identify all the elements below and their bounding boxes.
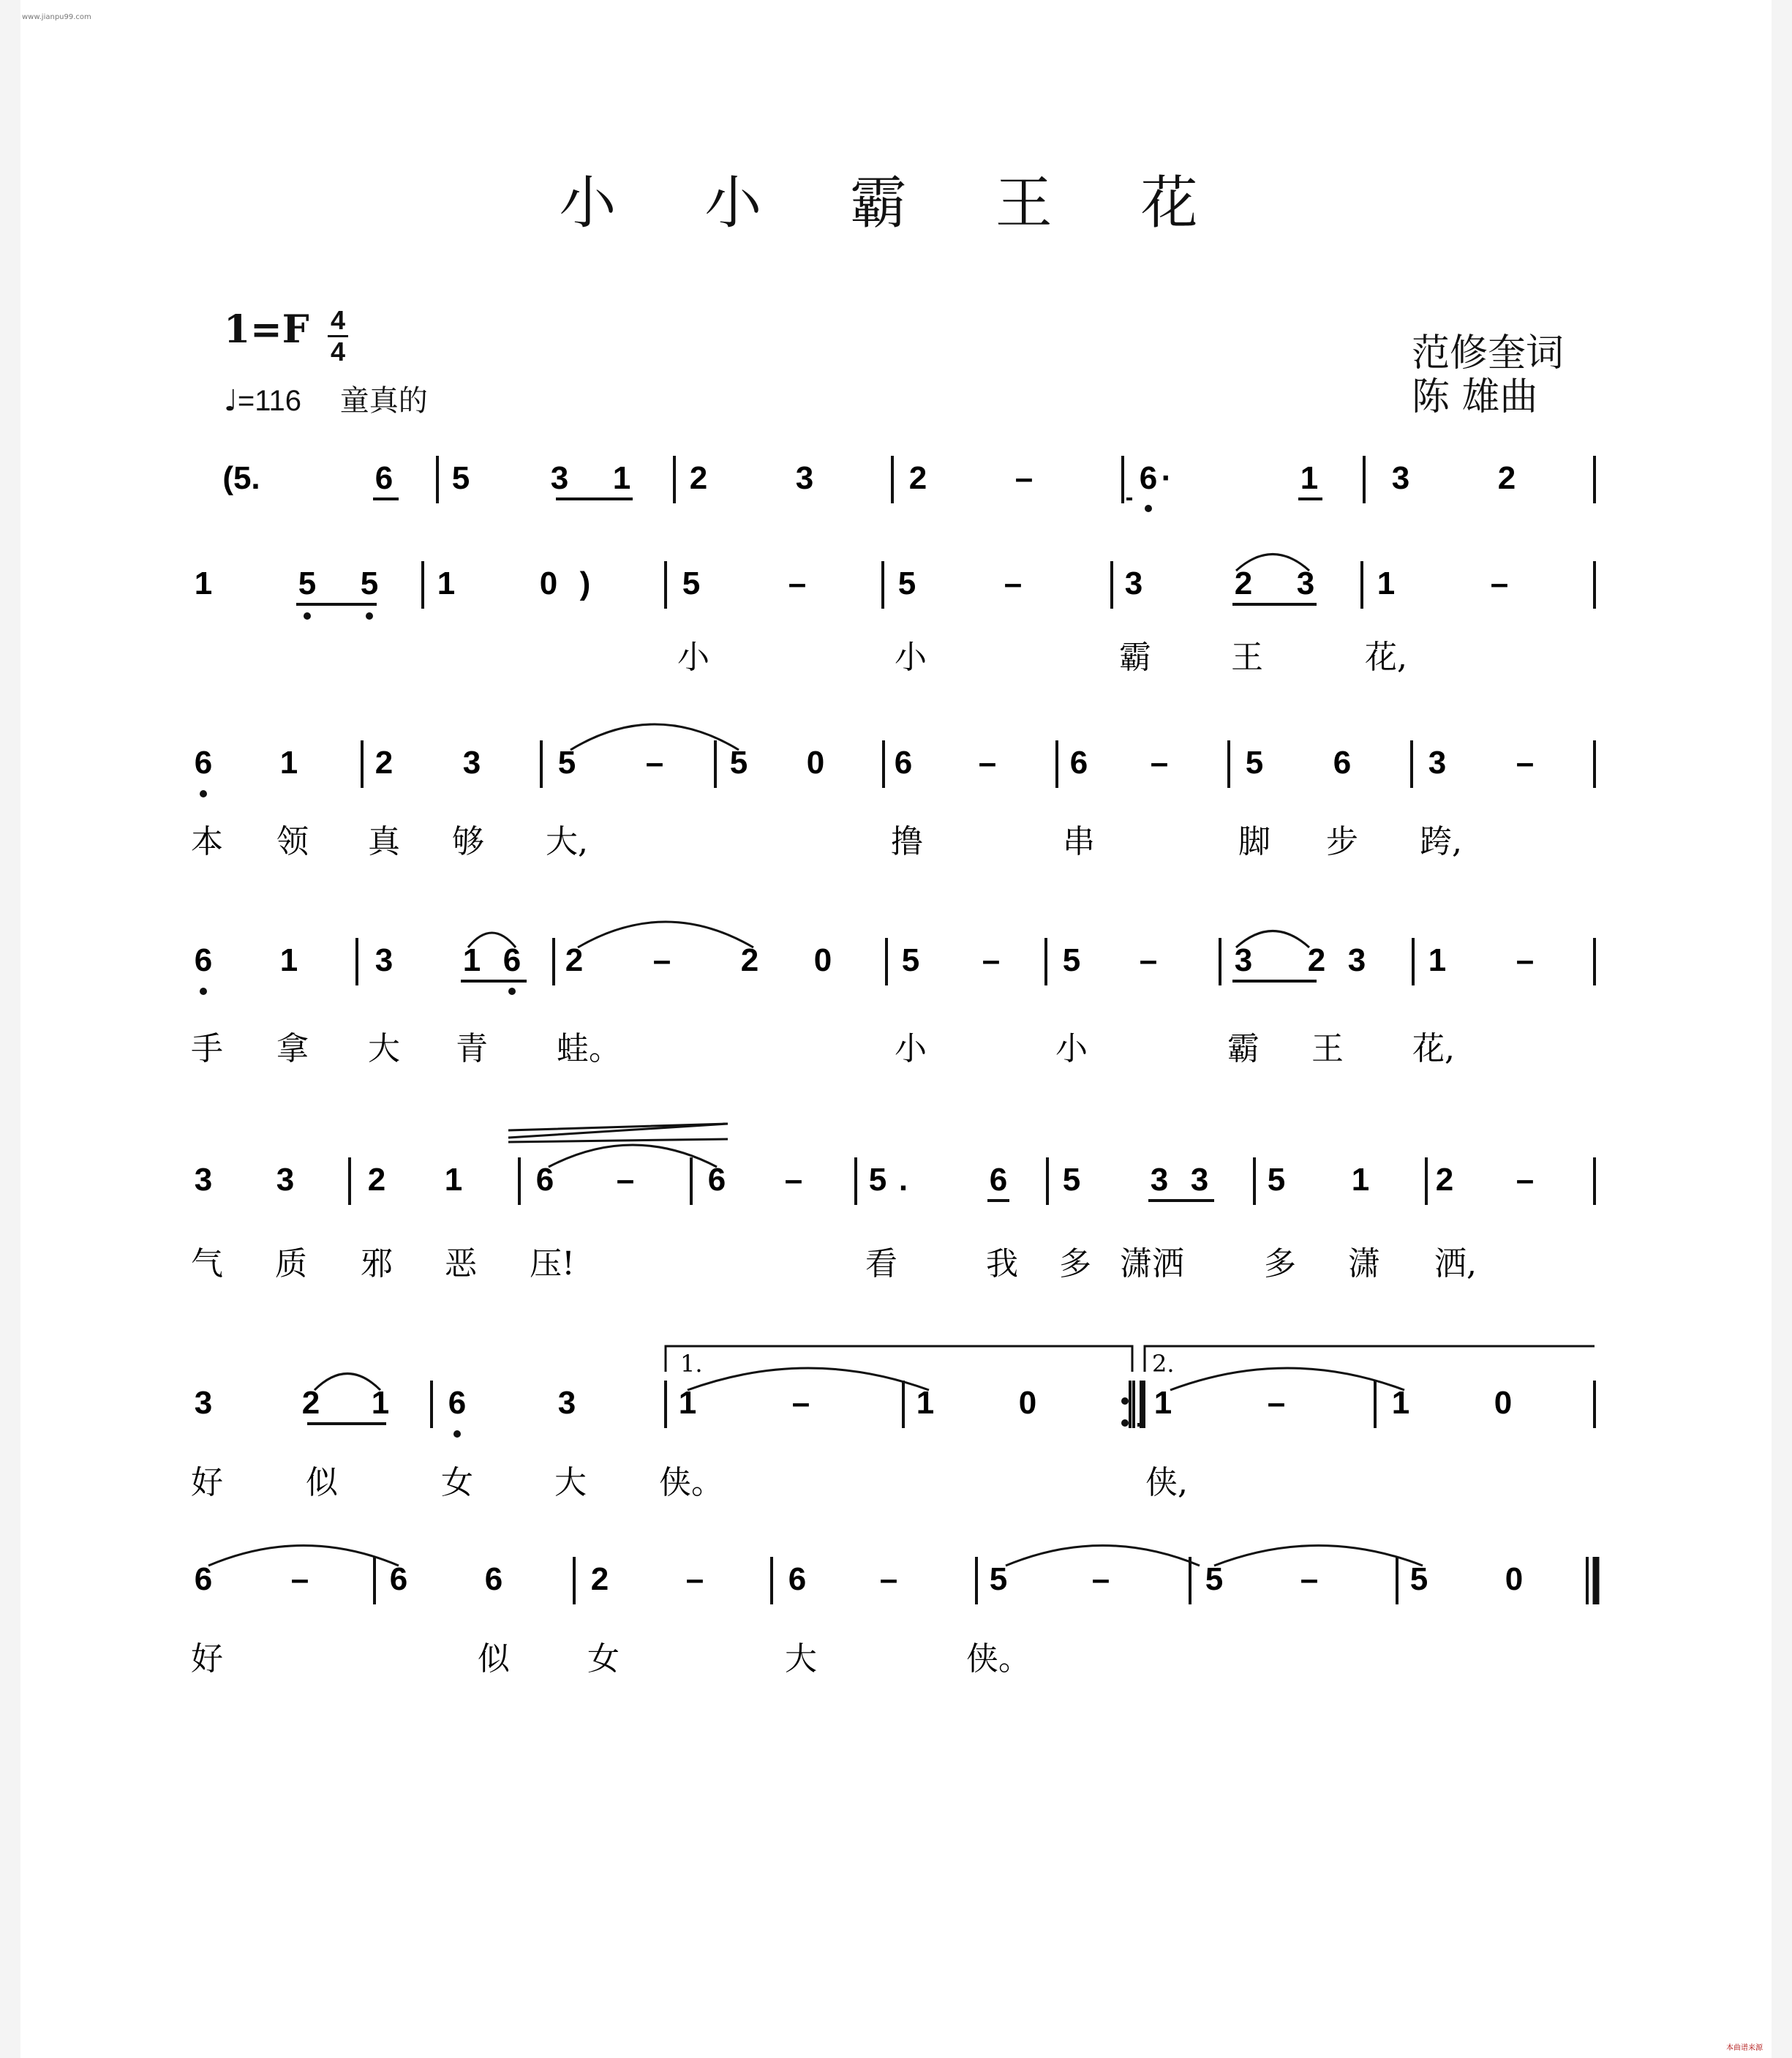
jianpu-note: 3: [795, 460, 814, 496]
lyric-char: 小: [1055, 1030, 1088, 1067]
jianpu-note: 1: [1351, 1162, 1370, 1198]
lyric-char: 小: [677, 639, 709, 676]
jianpu-note: 1: [194, 566, 213, 601]
jianpu-note: 5: [897, 566, 916, 601]
lyric-char: 潇: [1348, 1245, 1380, 1283]
key-signature: 1=F: [224, 307, 309, 352]
lyric-char: 看: [865, 1245, 897, 1283]
lyric-char: 恶: [445, 1245, 477, 1283]
jianpu-note: 0: [1018, 1385, 1037, 1421]
jianpu-note: 6: [535, 1162, 554, 1198]
jianpu-note: –: [1490, 566, 1509, 601]
lyric-char: 青: [456, 1030, 488, 1067]
jianpu-note: 1: [1428, 942, 1447, 978]
jianpu-note: 1: [1391, 1385, 1410, 1421]
jianpu-note: 6: [989, 1162, 1008, 1198]
lyric-char: 王: [1311, 1030, 1344, 1067]
jianpu-note: (5.: [222, 460, 260, 496]
jianpu-note: –: [290, 1561, 309, 1597]
note-icon: ♩: [224, 384, 238, 418]
jianpu-note: 6: [194, 942, 213, 978]
jianpu-note: 1: [279, 942, 298, 978]
octave-dot: [508, 988, 516, 995]
lyric-char: 侠。: [966, 1640, 1031, 1678]
jianpu-note: –: [1516, 1162, 1535, 1198]
jianpu-note: –: [1139, 942, 1158, 978]
jianpu-note: –: [879, 1561, 898, 1597]
jianpu-note: 2: [590, 1561, 609, 1597]
jianpu-note: 3: [1150, 1162, 1169, 1198]
jianpu-note: ): [579, 566, 591, 601]
jianpu-note: 6: [1069, 745, 1088, 781]
jianpu-note: 2: [1497, 460, 1516, 496]
lyric-char: 霸: [1227, 1030, 1260, 1067]
octave-dot: [304, 612, 311, 620]
lyricist-credit: 范修奎词: [1412, 331, 1565, 375]
slur-arc: [1170, 1368, 1404, 1390]
jianpu-note: 0: [1494, 1385, 1513, 1421]
jianpu-note: 0: [806, 745, 825, 781]
jianpu-note: 2: [1234, 566, 1253, 601]
composer-credit: 陈 雄曲: [1412, 375, 1538, 419]
jianpu-note: –: [1300, 1561, 1319, 1597]
lyric-char: 王: [1231, 639, 1263, 676]
jianpu-note: 5: [298, 566, 317, 601]
lyric-char: 串: [1063, 823, 1095, 860]
jianpu-note: 3: [550, 460, 569, 496]
jianpu-note: –: [978, 745, 997, 781]
jianpu-note: 1: [678, 1385, 697, 1421]
crescendo-hairpin: [508, 1124, 728, 1138]
jianpu-note: 6: [374, 460, 394, 496]
octave-dot: [200, 988, 207, 995]
jianpu-note: 6: [389, 1561, 408, 1597]
jianpu-note: 1: [1377, 566, 1396, 601]
jianpu-note: –: [685, 1561, 704, 1597]
octave-dot: [1121, 1419, 1129, 1427]
jianpu-note: 5: [1409, 1561, 1428, 1597]
jianpu-note: 6: [1333, 745, 1352, 781]
jianpu-note: 2: [1435, 1162, 1454, 1198]
slur-arc: [315, 1374, 380, 1391]
lyric-char: 花,: [1365, 639, 1407, 676]
jianpu-note: –: [784, 1162, 803, 1198]
jianpu-note: 3: [1391, 460, 1410, 496]
jianpu-note: 5: [1245, 745, 1264, 781]
jianpu-note: 5: [557, 745, 576, 781]
jianpu-note: –: [652, 942, 671, 978]
jianpu-note: 2: [908, 460, 927, 496]
jianpu-note: 6: [788, 1561, 807, 1597]
jianpu-note: 6: [448, 1385, 467, 1421]
octave-dot: [1145, 505, 1152, 512]
volta-label: 1.: [680, 1350, 703, 1378]
jianpu-note: 3: [194, 1385, 213, 1421]
jianpu-note: –: [1004, 566, 1023, 601]
lyric-char: 蛙。: [557, 1030, 621, 1067]
jianpu-note: –: [788, 566, 807, 601]
jianpu-note: 6: [194, 1561, 213, 1597]
jianpu-note: –: [645, 745, 664, 781]
jianpu-note: 5: [1062, 942, 1081, 978]
lyric-char: 邪: [361, 1245, 393, 1283]
lyric-char: 似: [306, 1464, 338, 1501]
jianpu-note: 5: [868, 1162, 887, 1198]
lyric-char: 霸: [1119, 639, 1151, 676]
octave-dot: [453, 1430, 461, 1438]
volta-bracket: [1145, 1346, 1595, 1372]
jianpu-note: 5: [1062, 1162, 1081, 1198]
site-label: www.jianpu99.com: [22, 13, 91, 21]
jianpu-note: ·: [1161, 460, 1172, 496]
lyric-char: 大: [554, 1464, 587, 1501]
jianpu-note: 2: [301, 1385, 320, 1421]
jianpu-note: 1: [279, 745, 298, 781]
jianpu-note: 1: [1153, 1385, 1172, 1421]
jianpu-note: 3: [1234, 942, 1253, 978]
jianpu-note: 6: [502, 942, 522, 978]
jianpu-note: 5: [729, 745, 748, 781]
lyric-char: 跨,: [1420, 823, 1462, 860]
volta-bracket: [666, 1346, 1132, 1372]
jianpu-note: 2: [689, 460, 708, 496]
jianpu-note: 1: [916, 1385, 935, 1421]
lyric-char: 女: [587, 1640, 620, 1678]
jianpu-note: 5: [360, 566, 379, 601]
lyric-char: 好: [191, 1464, 223, 1501]
lyric-char: 洒,: [1434, 1245, 1477, 1283]
lyric-char: 手: [191, 1030, 223, 1067]
jianpu-note: 1: [1300, 460, 1319, 496]
jianpu-note: 3: [1428, 745, 1447, 781]
jianpu-note: 1: [371, 1385, 390, 1421]
jianpu-note: 5: [1205, 1561, 1224, 1597]
lyric-char: 多: [1264, 1245, 1296, 1283]
jianpu-note: 5: [682, 566, 701, 601]
lyric-char: 大: [785, 1640, 817, 1678]
jianpu-note: 3: [1296, 566, 1315, 601]
lyric-char: 小: [895, 1030, 927, 1067]
lyric-char: 我: [986, 1245, 1018, 1283]
lyric-char: 好: [191, 1640, 223, 1678]
lyric-char: 小: [895, 639, 927, 676]
page-title: 小 小 霸 王 花: [559, 170, 1233, 236]
jianpu-note: –: [791, 1385, 810, 1421]
lyric-char: 够: [452, 823, 484, 860]
jianpu-note: –: [1014, 460, 1034, 496]
lyric-char: 多: [1059, 1245, 1091, 1283]
volta-label: 2.: [1152, 1350, 1175, 1378]
lyric-char: 气: [191, 1245, 223, 1283]
jianpu-note: 0: [813, 942, 832, 978]
jianpu-note: 5: [901, 942, 920, 978]
tempo-bpm: =116: [237, 385, 302, 417]
jianpu-note: 6: [194, 745, 213, 781]
time-bottom: 4: [330, 337, 346, 367]
crescendo-hairpin: [508, 1139, 728, 1142]
jianpu-note: 1: [462, 942, 481, 978]
lyric-char: 潇洒: [1120, 1245, 1184, 1283]
lyric-char: 大,: [546, 823, 588, 860]
lyric-char: 大: [368, 1030, 400, 1067]
octave-dot: [200, 790, 207, 797]
jianpu-note: 1: [444, 1162, 463, 1198]
lyric-char: 撸: [891, 823, 923, 860]
jianpu-note: 3: [276, 1162, 295, 1198]
octave-dot: [366, 612, 373, 620]
jianpu-note: 5: [451, 460, 470, 496]
jianpu-note: 6: [1139, 460, 1158, 496]
jianpu-note: –: [616, 1162, 635, 1198]
lyric-char: 脚: [1238, 823, 1270, 860]
lyric-char: 领: [276, 823, 309, 860]
jianpu-note: 6: [484, 1561, 503, 1597]
jianpu-note: 0: [539, 566, 558, 601]
jianpu-note: 2: [367, 1162, 386, 1198]
jianpu-note: .: [898, 1162, 908, 1198]
jianpu-note: 3: [194, 1162, 213, 1198]
jianpu-note: 3: [374, 942, 394, 978]
lyric-char: 侠。: [659, 1464, 723, 1501]
slur-arc: [1214, 1546, 1423, 1566]
jianpu-note: –: [1150, 745, 1169, 781]
expression-text: 童真的: [339, 384, 428, 418]
jianpu-note: 0: [1505, 1561, 1524, 1597]
footer-label: 本曲谱来源: [1726, 2044, 1763, 2052]
lyric-char: 花,: [1412, 1030, 1455, 1067]
jianpu-note: –: [1516, 745, 1535, 781]
lyric-char: 侠,: [1145, 1464, 1188, 1501]
jianpu-note: –: [982, 942, 1001, 978]
jianpu-note: 6: [894, 745, 913, 781]
lyric-char: 似: [478, 1640, 510, 1678]
octave-dot: [1121, 1397, 1129, 1405]
lyric-char: 步: [1326, 823, 1358, 860]
jianpu-note: 2: [565, 942, 584, 978]
lyric-char: 真: [368, 823, 400, 860]
jianpu-note: 2: [374, 745, 394, 781]
jianpu-note: 2: [1307, 942, 1326, 978]
jianpu-note: 2: [740, 942, 759, 978]
jianpu-note: –: [1516, 942, 1535, 978]
jianpu-note: 3: [1347, 942, 1366, 978]
jianpu-note: 5: [989, 1561, 1008, 1597]
jianpu-note: 3: [462, 745, 481, 781]
lyric-char: 压!: [530, 1245, 575, 1283]
lyric-char: 本: [191, 823, 223, 860]
jianpu-note: 3: [557, 1385, 576, 1421]
time-top: 4: [330, 305, 346, 335]
lyric-char: 女: [441, 1464, 473, 1501]
jianpu-note: 6: [707, 1162, 726, 1198]
lyric-char: 质: [275, 1245, 307, 1283]
jianpu-note: 3: [1190, 1162, 1209, 1198]
jianpu-note: 5: [1267, 1162, 1286, 1198]
jianpu-note: 1: [612, 460, 631, 496]
jianpu-note: 3: [1124, 566, 1143, 601]
jianpu-note: –: [1091, 1561, 1110, 1597]
lyric-char: 拿: [276, 1030, 309, 1067]
jianpu-note: –: [1267, 1385, 1286, 1421]
jianpu-note: 1: [437, 566, 456, 601]
